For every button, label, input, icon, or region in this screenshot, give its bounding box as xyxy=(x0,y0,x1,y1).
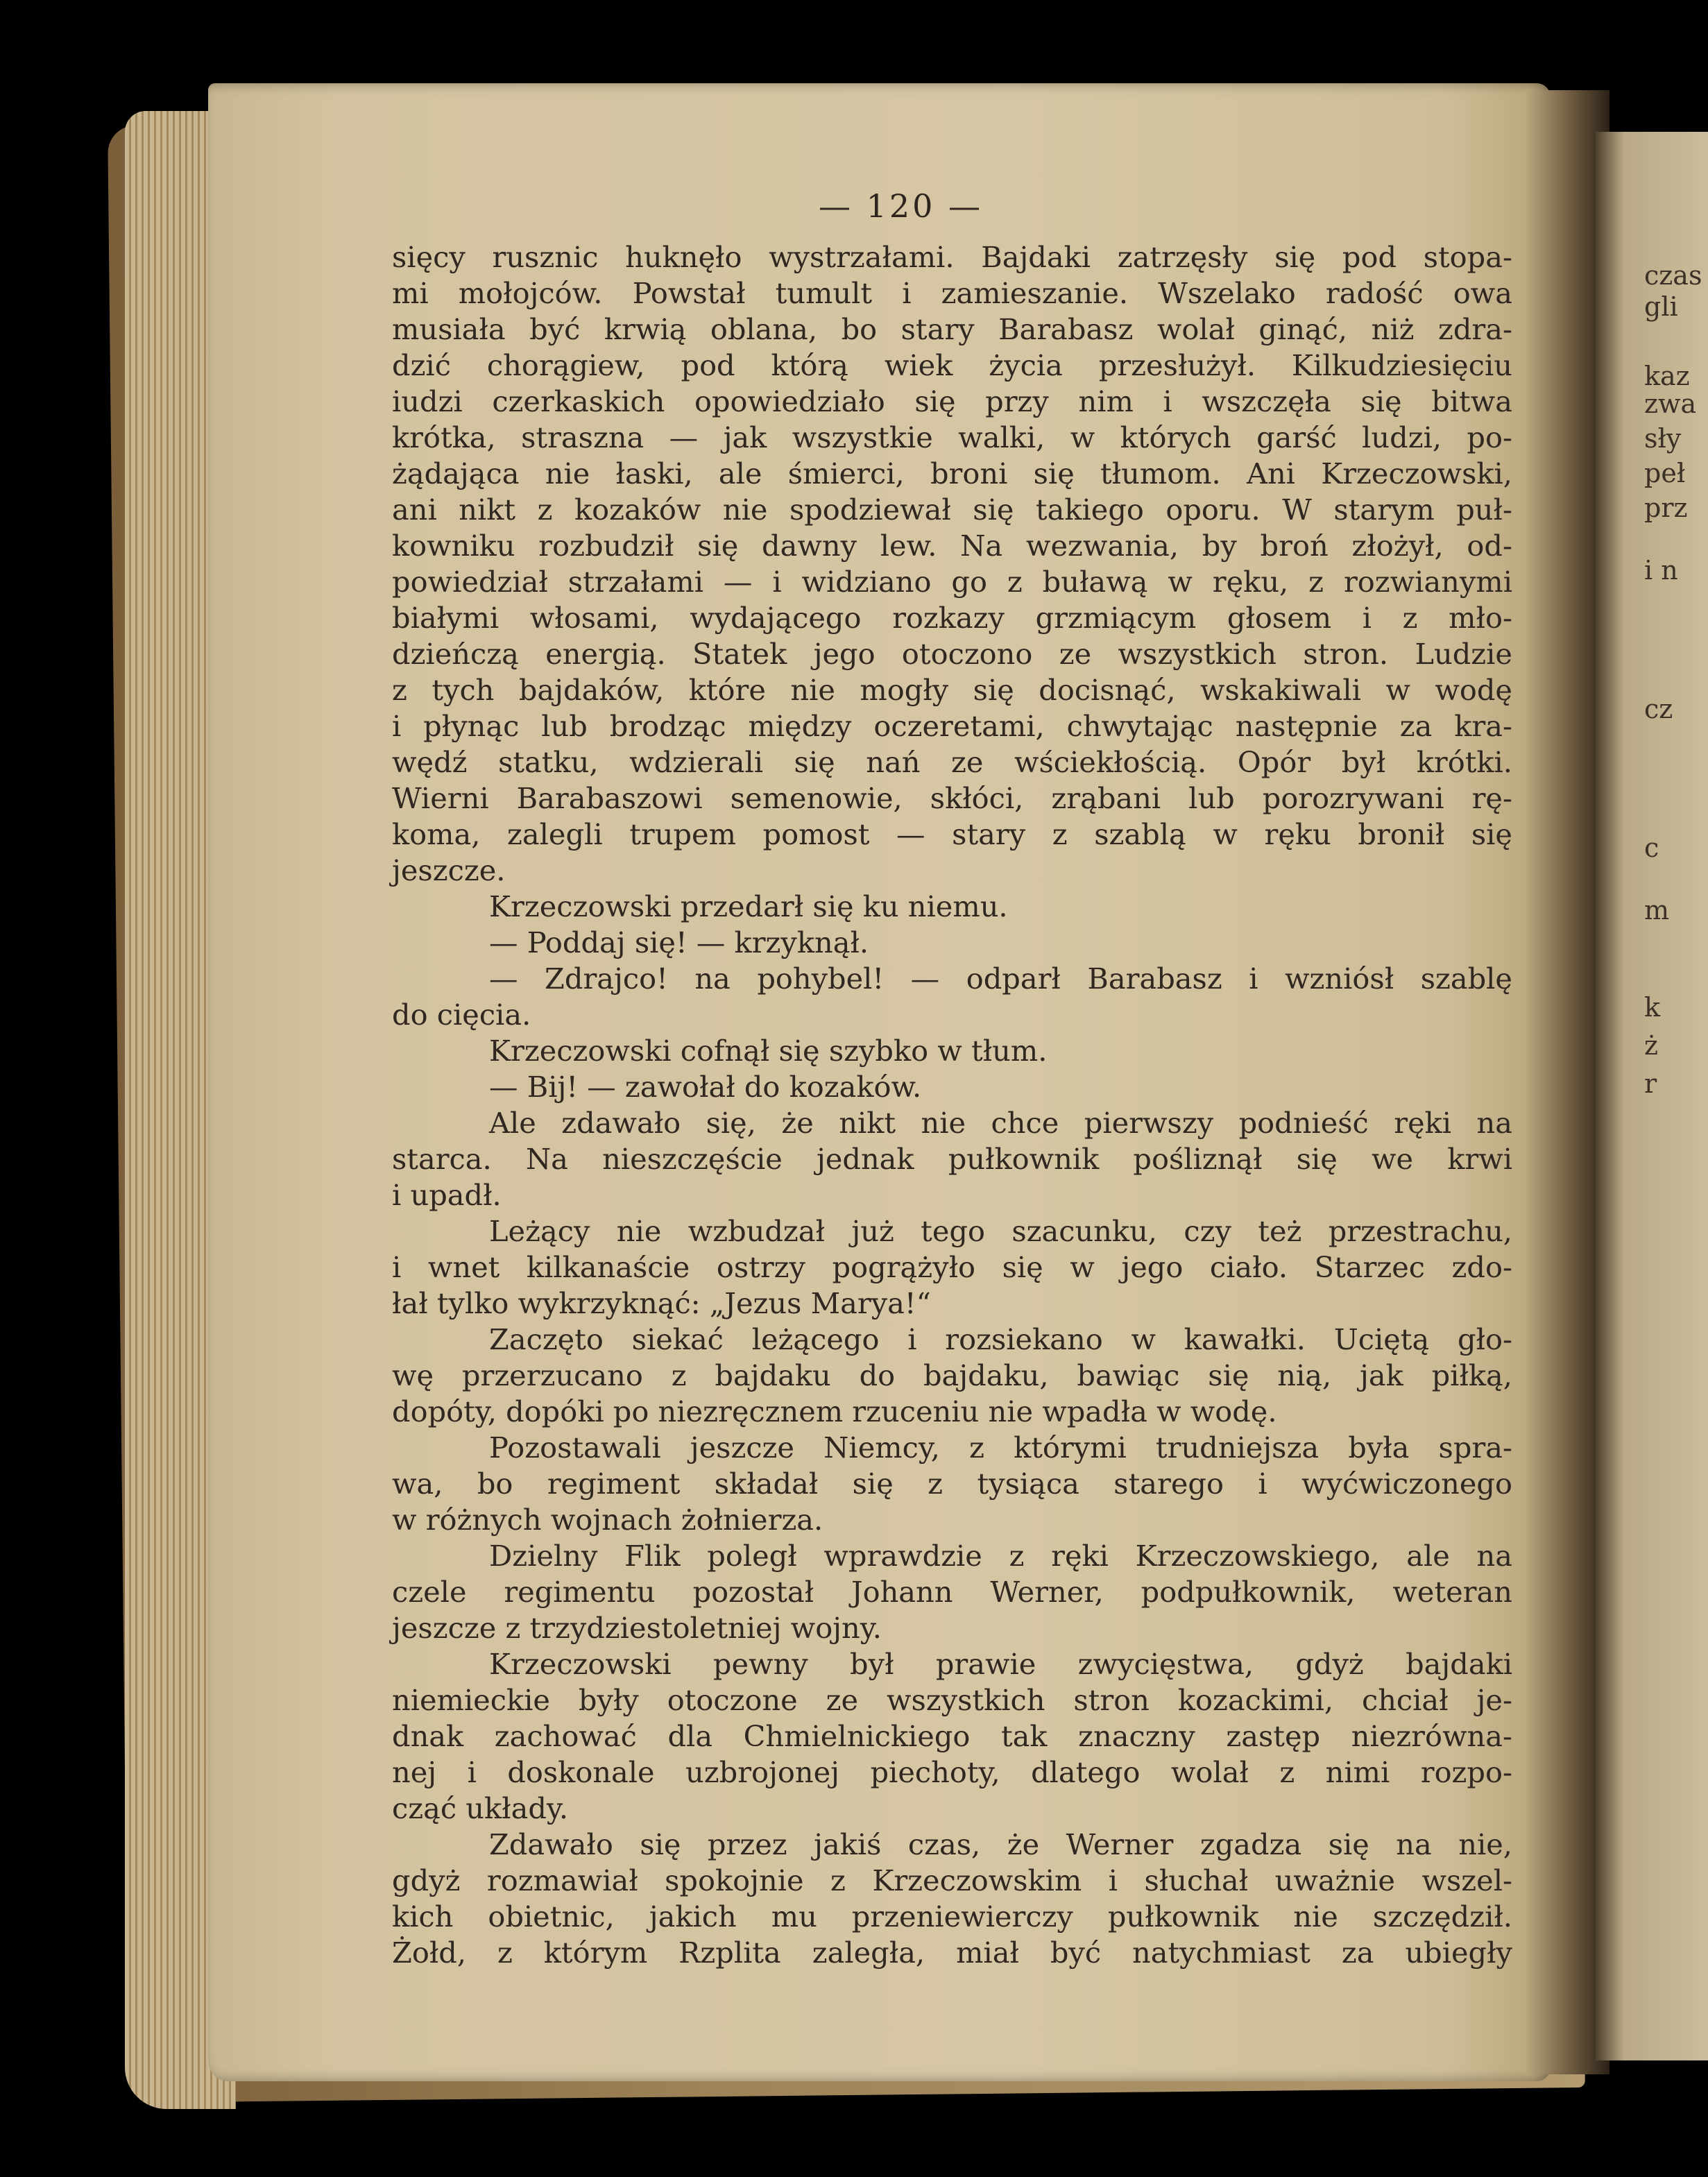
text-line: w różnych wojnach żołnierza. xyxy=(392,1503,823,1537)
facing-page-fragment: sły xyxy=(1644,423,1682,454)
facing-page-fragment: c xyxy=(1644,833,1659,863)
text-line: dzić chorągiew, pod którą wiek życia przesłużył. Kilkudziesięciu xyxy=(392,348,1512,382)
text-line: dzieńczą energią. Statek jego otoczono ze wszystkich stron. Ludzie xyxy=(392,637,1512,671)
facing-page xyxy=(1596,132,1708,2060)
text-line: czele regimentu pozostał Johann Werner, podpułkownik, weteran xyxy=(392,1575,1512,1609)
text-line: do cięcia. xyxy=(392,998,531,1032)
text-line: Żołd, z którym Rzplita zaległa, miał być natychmiast za ubiegły xyxy=(392,1936,1512,1970)
text-line: Leżący nie wzbudzał już tego szacunku, czy też przestrachu, xyxy=(489,1214,1512,1248)
facing-page-fragment: czas xyxy=(1644,260,1702,291)
facing-page-fragment: ż xyxy=(1644,1030,1659,1061)
facing-page-fragment: zwa xyxy=(1644,389,1697,419)
text-line: — Bij! — zawołał do kozaków. xyxy=(489,1070,922,1104)
facing-page-fragment: cz xyxy=(1644,694,1673,724)
text-line: Ale zdawało się, że nikt nie chce pierwszy podnieść ręki na xyxy=(489,1106,1512,1140)
text-line: Krzeczowski przedarł się ku niemu. xyxy=(489,889,1008,923)
text-line: dopóty, dopóki po niezręcznem rzuceniu nie wpadła w wodę. xyxy=(392,1394,1277,1428)
text-line: kich obietnic, jakich mu przeniewierczy pułkownik nie szczędził. xyxy=(392,1899,1512,1933)
text-line: sięcy rusznic huknęło wystrzałami. Bajdaki zatrzęsły się pod stopa- xyxy=(392,240,1512,274)
text-line: Dzielny Flik poległ wprawdzie z ręki Krzeczowskiego, ale na xyxy=(489,1539,1512,1573)
text-line: kowniku rozbudził się dawny lew. Na wezwania, by broń złożył, od- xyxy=(392,529,1512,563)
facing-page-fragment: r xyxy=(1644,1068,1657,1099)
text-line: musiała być krwią oblana, bo stary Barabasz wolał ginąć, niż zdra- xyxy=(392,312,1512,346)
text-line: jeszcze. xyxy=(392,853,506,887)
text-line: niemieckie były otoczone ze wszystkich stron kozackimi, chciał je- xyxy=(392,1683,1512,1717)
text-line: cząć układy. xyxy=(392,1791,569,1825)
text-line: — Poddaj się! — krzyknął. xyxy=(489,925,869,959)
text-line: iudzi czerkaskich opowiedziało się przy nim i wszczęła się bitwa xyxy=(392,384,1512,418)
text-line: krótka, straszna — jak wszystkie walki, w których garść ludzi, po- xyxy=(392,420,1512,454)
text-line: Pozostawali jeszcze Niemcy, z którymi trudniejsza była spra- xyxy=(489,1431,1512,1465)
text-line: gdyż rozmawiał spokojnie z Krzeczowskim i słuchał uważnie wszel- xyxy=(392,1863,1512,1897)
facing-page-fragment: m xyxy=(1644,895,1670,925)
text-line: dnak zachować dla Chmielnickiego tak znaczny zastęp niezrówna- xyxy=(392,1719,1512,1753)
text-line: nej i doskonale uzbrojonej piechoty, dlatego wolał z nimi rozpo- xyxy=(392,1755,1512,1789)
text-line: Krzeczowski pewny był prawie zwycięstwa, gdyż bajdaki xyxy=(489,1647,1512,1681)
text-line: Wierni Barabaszowi semenowie, skłóci, zrąbani lub porozrywani rę- xyxy=(392,781,1512,815)
facing-page-fragment: peł xyxy=(1644,458,1686,488)
text-line: żądająca nie łaski, ale śmierci, broni się tłumom. Ani Krzeczowski, xyxy=(392,456,1512,490)
facing-page-fragment: prz xyxy=(1644,493,1688,523)
facing-page-fragment: kaz xyxy=(1644,361,1690,391)
facing-page-fragment: i n xyxy=(1644,555,1678,586)
text-line: wa, bo regiment składał się z tysiąca starego i wyćwiczonego xyxy=(392,1467,1512,1501)
text-line: ani nikt z kozaków nie spodziewał się takiego oporu. W starym puł- xyxy=(392,493,1512,527)
text-line: Krzeczowski cofnął się szybko w tłum. xyxy=(489,1034,1048,1068)
text-line: powiedział strzałami — i widziano go z buławą w ręku, z rozwianymi xyxy=(392,565,1512,599)
facing-page-fragment: gli xyxy=(1644,291,1678,322)
page-number: — 120 — xyxy=(819,187,984,225)
text-line: jeszcze z trzydziestoletniej wojny. xyxy=(392,1611,882,1645)
text-line: łał tylko wykrzyknąć: „Jezus Marya!“ xyxy=(392,1286,931,1320)
text-line: i płynąc lub brodząc między oczeretami, chwytając następnie za kra- xyxy=(392,709,1512,743)
text-line: Zaczęto siekać leżącego i rozsiekano w kawałki. Uciętą gło- xyxy=(489,1322,1512,1356)
text-line: wę przerzucano z bajdaku do bajdaku, bawiąc się nią, jak piłką, xyxy=(392,1358,1512,1392)
text-line: Zdawało się przez jakiś czas, że Werner zgadza się na nie, xyxy=(489,1827,1512,1861)
text-line: i upadł. xyxy=(392,1178,502,1212)
text-line: koma, zalegli trupem pomost — stary z szablą w ręku bronił się xyxy=(392,817,1512,851)
text-line: i wnet kilkanaście ostrzy pogrążyło się w jego ciało. Starzec zdo- xyxy=(392,1250,1512,1284)
text-line: starca. Na nieszczęście jednak pułkownik pośliznął się we krwi xyxy=(392,1142,1512,1176)
body-text xyxy=(392,239,1512,1971)
text-line: z tych bajdaków, które nie mogły się docisnąć, wskakiwali w wodę xyxy=(392,673,1512,707)
text-line: białymi włosami, wydającego rozkazy grzmiącym głosem i z mło- xyxy=(392,601,1512,635)
text-line: wędź statku, wdzierali się nań ze wściekłością. Opór był krótki. xyxy=(392,745,1512,779)
facing-page-fragment: k xyxy=(1644,992,1661,1023)
text-line: — Zdrajco! na pohybel! — odparł Barabasz i wzniósł szablę xyxy=(489,962,1512,996)
text-line: mi mołojców. Powstał tumult i zamieszanie. Wszelako radość owa xyxy=(392,276,1512,310)
